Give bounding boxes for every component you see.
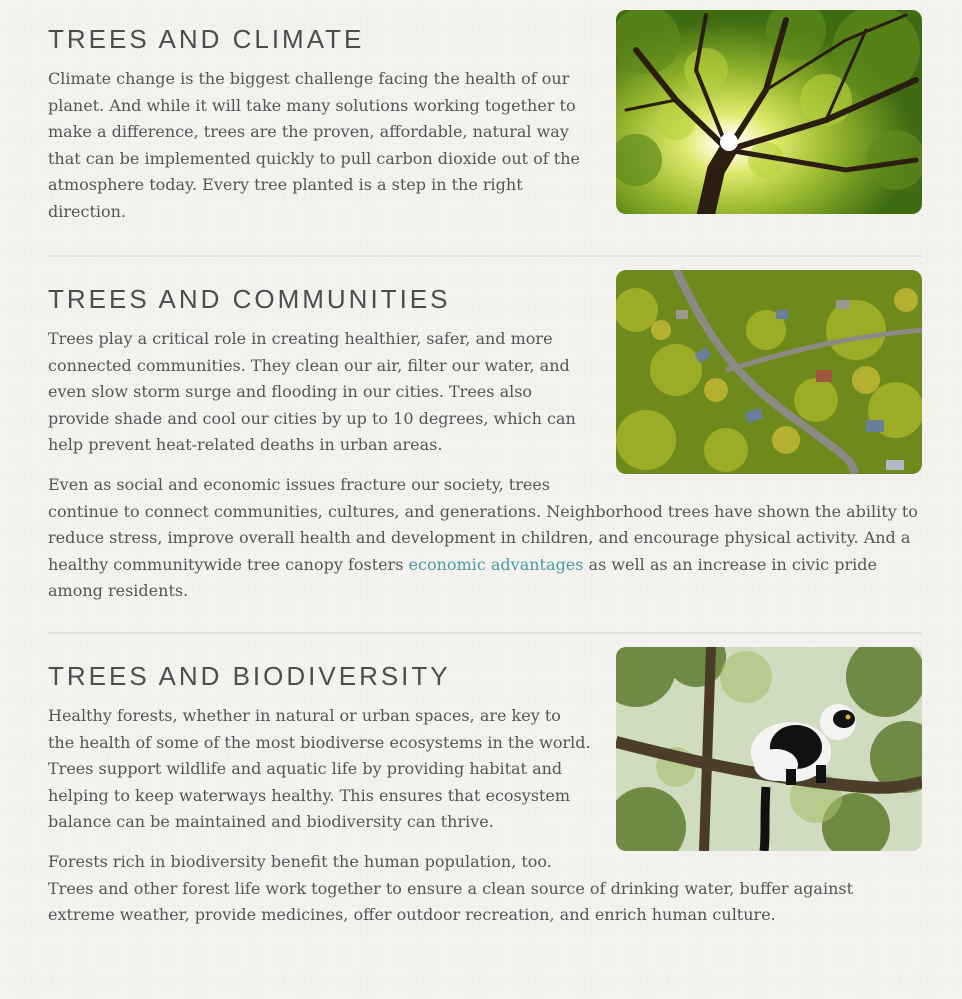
section-trees-and-biodiversity (48, 661, 922, 929)
section-paragraph: Healthy forests, whether in natural or urban spaces, are key to the health of some of the most biodiverse ecosystems in the world. Trees support wildlife and aquatic life by providing habitat and helping to keep waterways healthy. This ensures that ecosystem balance can be maintained and biodiversity can thrive. (48, 706, 591, 832)
economic-advantages-link[interactable]: economic advantages (408, 554, 584, 574)
section-title: TREES AND COMMUNITIES (48, 284, 451, 314)
aerial-neighborhood-photo (616, 270, 922, 474)
paragraph-text: as well as an increase in civic pride among residents. (48, 554, 877, 601)
section-paragraph: Forests rich in biodiversity benefit the human population, too. Trees and other forest life work together to ensure a clean source of drinking water, buffer against extreme weather, provide medicines, offer outdoor recreation, and enrich human culture. (48, 851, 854, 925)
section-paragraph: Climate change is the biggest challenge facing the health of our planet. And while it will take many solutions working together to make a difference, trees are the proven, affordable, natural way that can be implemented quickly to pull carbon dioxide out of the atmosphere today. Every tree planted is a step in the right direction. (48, 69, 580, 221)
section-trees-and-communities (48, 284, 922, 605)
paragraph-text: Even as social and economic issues fracture our society, trees continue to connect communities, cultures, and generations. Neighborhood trees have shown the ability to reduce stress, improve overall health and development in children, and encourage physical activity. And a healthy communitywide tree canopy fosters (48, 474, 918, 574)
section-title: TREES AND CLIMATE (48, 24, 365, 54)
section-title: TREES AND BIODIVERSITY (48, 661, 451, 691)
lemur-photo (616, 647, 922, 851)
section-divider (48, 255, 922, 257)
section-paragraph: Trees play a critical role in creating healthier, safer, and more connected communities. They clean our air, filter our water, and even slow storm surge and flooding in our cities. Trees also provide shade and cool our cities by up to 10 degrees, which can help prevent heat-related deaths in urban areas. (48, 329, 576, 455)
tree-canopy-photo (616, 10, 922, 214)
section-paragraph (48, 472, 922, 605)
section-divider (48, 632, 922, 634)
section-trees-and-climate (48, 24, 922, 226)
